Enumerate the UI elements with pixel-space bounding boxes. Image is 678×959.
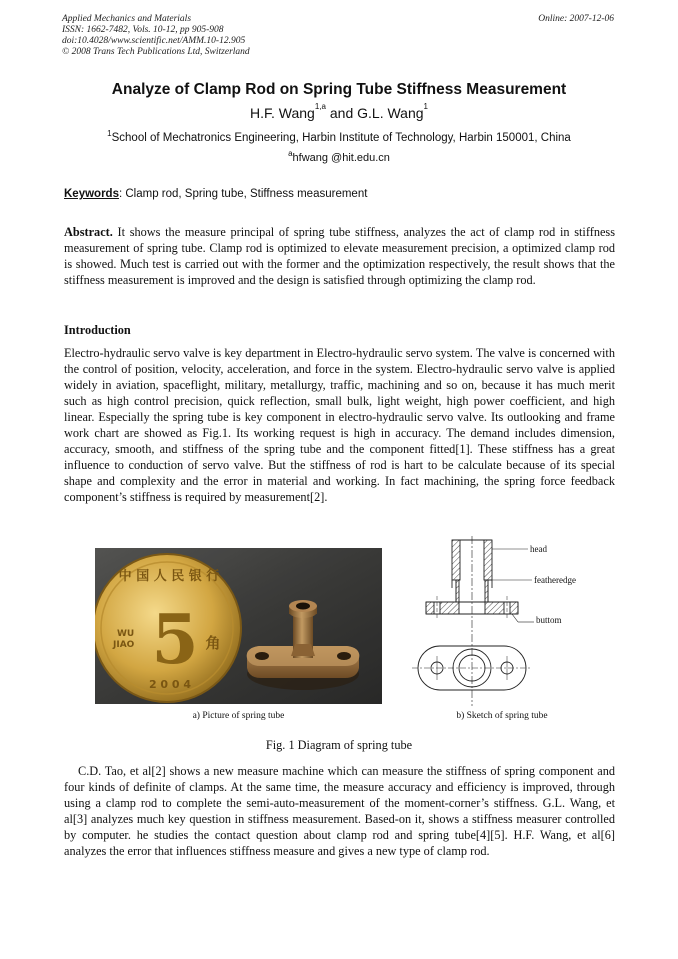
author-2-affiliation-mark: 1 (423, 102, 428, 111)
coin-wu-text: WU (117, 629, 135, 639)
journal-copyright: © 2008 Trans Tech Publications Ltd, Switzerland (62, 47, 250, 57)
paper-title: Analyze of Clamp Rod on Spring Tube Stiffness Measurement (111, 81, 567, 98)
author-line (0, 102, 678, 121)
coin-right-char: 角 (205, 634, 221, 652)
abstract-label: Abstract. (64, 225, 113, 239)
journal-header (62, 14, 250, 58)
figure-caption: Fig. 1 Diagram of spring tube (265, 738, 413, 752)
coin-jiao-text: JIAO (113, 640, 135, 650)
author-1-affiliation-mark: 1,a (314, 102, 326, 111)
affiliation-mark: 1 (107, 129, 112, 138)
affiliation (0, 129, 678, 144)
journal-name: Applied Mechanics and Materials (62, 14, 192, 24)
online-date: Online: 2007-12-06 (538, 14, 614, 24)
keywords-colon: : (118, 188, 126, 200)
coin-digit: 5 (151, 600, 199, 680)
sketch-caption: b) Sketch of spring tube (456, 711, 548, 721)
email-address[interactable]: hfwang @hit.edu.cn (292, 152, 390, 164)
label-buttom: buttom (536, 615, 562, 625)
photo-caption: a) Picture of spring tube (192, 711, 285, 721)
author-conjunction: and (329, 105, 354, 121)
label-head: head (530, 544, 547, 554)
abstract (64, 224, 615, 288)
keywords-label: Keywords (64, 188, 119, 200)
affiliation-text: School of Mechatronics Engineering, Harbin Institute of Technology, Harbin 150001, China (111, 132, 571, 144)
author-2: G.L. Wang (357, 105, 424, 121)
label-featheredge: featheredge (534, 575, 576, 585)
email-line (0, 149, 678, 164)
journal-issn: ISSN: 1662-7482, Vols. 10-12, pp 905-908 (62, 25, 224, 35)
body-paragraph: C.D. Tao, et al[2] shows a new measure machine which can measure the stiffness of spring component and four kinds of definite of clamps. At the same time, the measure accuracy and efficiency is improved, through using a clamp rod to complete the semi-auto-measurement of the moment-corner’s stiffness. G.L. Wang, et al[3] analyzes much key question in stiffness measurement. Based-on it, shows a stiffness measurer controlled by computer. he studies the contact question about clamp rod and spring tube[4][5]. H.F. Wang, et al[6] analyzes the error that influences stiffness measure and gives a new type of clamp rod. (64, 764, 615, 858)
spring-tube-sketch (412, 536, 592, 711)
introduction-heading: Introduction (64, 323, 131, 337)
coin-top-text: 中 国 人 民 银 行 (118, 569, 220, 584)
coin-year: 2 0 0 4 (148, 678, 192, 691)
introduction-text: Electro-hydraulic servo valve is key department in Electro-hydraulic servo system. The valve is concerned with the control of position, velocity, acceleration, and force in the system. Electro-hydraulic servo valve is applied widely in aviation, spaceflight, military, metallurgy, traffic, machining and so on, because it has much merit such as high control precision, quick reflection, small bulk, light weight, high power coefficient, and high linear. Especially the spring tube is key component in electro-hydraulic servo valve. Its outlooking and frame work chart are showed as Fig.1. Its working request is high in accuracy. The demand includes dimension, accuracy, smooth, and stiffness of the spring tube and the component fitted[1]. These stiffness has a great influence to conduction of servo valve. But the stiffness of rod is hart to be calculate because of its special shape and complexity and the error in material and working. In fact machining, the spring force feedback component’s stiffness is required by measurement[2]. (64, 346, 615, 504)
keywords-text: Clamp rod, Spring tube, Stiffness measurement (125, 188, 368, 200)
email-mark: a (288, 149, 293, 158)
author-1: H.F. Wang (250, 105, 315, 121)
keywords (64, 188, 367, 200)
journal-doi: doi:10.4028/www.scientific.net/AMM.10-12.905 (62, 36, 246, 46)
spring-tube-photo (95, 548, 382, 704)
abstract-text: It shows the measure principal of spring tube stiffness, analyzes the act of clamp rod in stiffness measurement of spring tube. Clamp rod is optimized to elevate measurement precision, a optimized clamp rod is showed. Much test is carried out with the former and the optimization respectively, the result shows that the stiffness measurement is improved and the design is satisfied through optimizing the clamp rod. (64, 225, 615, 287)
